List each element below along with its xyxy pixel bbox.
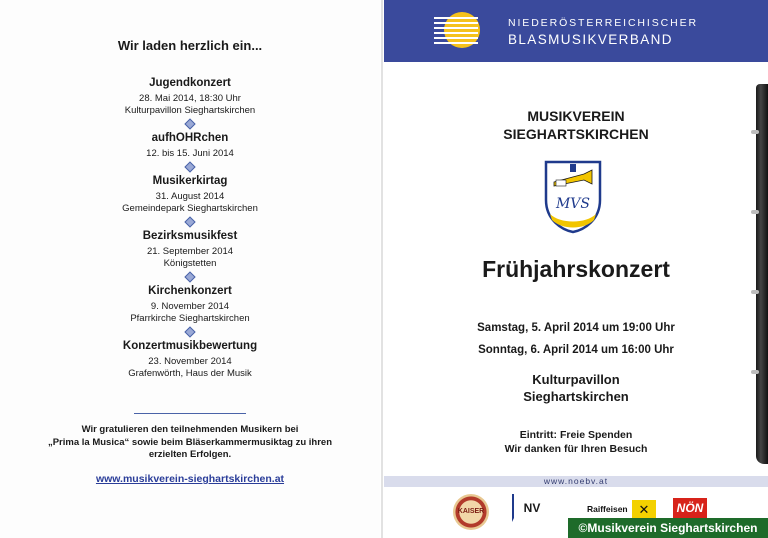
raiffeisen-logo: Raiffeisen [587,504,628,514]
clarinet-image [756,84,768,464]
club-name [384,107,768,143]
page-fold [381,0,383,538]
noebv-url[interactable]: www.noebv.at [543,476,609,486]
event-location: Grafenwörth, Haus der Musik [128,368,252,379]
event-date: 28. Mai 2014, 18:30 Uhr [139,93,241,104]
clarinet-key [751,290,759,294]
admission-text: Eintritt: Freie Spenden [519,429,633,441]
diamond-separator-icon [184,161,195,172]
congratulations-text [0,424,380,462]
header-line1: NIEDERÖSTERREICHISCHER [508,17,698,29]
club-crest-icon [544,160,602,234]
event-title: Jugendkonzert [149,77,231,89]
event-title: Konzertmusikbewertung [122,340,258,352]
event-date: 21. September 2014 [146,246,234,257]
event-item [0,131,380,171]
right-page [384,0,768,538]
event-location: Gemeindepark Sieghartskirchen [122,203,258,214]
club-name-line2: SIEGHARTSKIRCHEN [503,126,649,142]
congrats-line: Wir gratulieren den teilnehmenden Musikern bei [81,424,299,435]
blasmusikverband-header [384,0,768,62]
event-title: aufhOHRchen [151,132,229,144]
venue-line1: Kulturpavillon [532,372,620,387]
event-item [0,76,380,128]
invite-heading: Wir laden herzlich ein... [117,38,263,53]
kaiser-logo: KAISER [453,494,489,530]
clarinet-key [751,130,759,134]
concert-title: Frühjahrskonzert [482,256,670,282]
venue-line2: Sieghartskirchen [523,389,629,404]
event-date: 9. November 2014 [150,301,230,312]
event-title: Musikerkirtag [152,175,228,187]
event-item [0,284,380,336]
clarinet-key [751,370,759,374]
divider-line [134,413,246,414]
concert-dates [384,317,768,361]
event-date: 12. bis 15. Juni 2014 [146,148,234,159]
date-saturday: Samstag, 5. April 2014 um 19:00 Uhr [477,322,675,334]
event-item [0,174,380,226]
nv-logo: NV [514,494,550,522]
left-page [0,0,380,538]
event-item [0,229,380,281]
venue [384,371,768,405]
stripes-logo-icon [434,17,478,47]
event-title: Kirchenkonzert [148,285,232,297]
url-bar [384,476,768,487]
diamond-separator-icon [184,118,195,129]
diamond-separator-icon [184,216,195,227]
congrats-line: „Prima la Musica“ sowie beim Bläserkammermusiktag zu ihren [47,436,333,448]
event-location: Königstetten [163,258,217,269]
event-location: Kulturpavillon Sieghartskirchen [124,105,256,116]
crest-monogram: MVS [555,196,591,212]
website-link[interactable]: www.musikverein-sieghartskirchen.at [95,473,285,485]
diamond-separator-icon [184,271,195,282]
event-location: Pfarrkirche Sieghartskirchen [130,313,250,324]
club-name-line1: MUSIKVEREIN [527,108,625,124]
diamond-separator-icon [184,326,195,337]
event-list [0,76,380,380]
event-item [0,339,380,380]
admission-info [384,428,768,456]
header-line2: BLASMUSIKVERBAND [508,32,673,47]
clarinet-key [751,210,759,214]
noen-logo: NÖN [673,498,707,518]
event-title: Bezirksmusikfest [142,230,238,242]
congrats-line: erzielten Erfolgen. [148,449,232,460]
copyright-watermark: ©Musikverein Sieghartskirchen [568,518,768,538]
event-date: 31. August 2014 [155,191,225,202]
date-sunday: Sonntag, 6. April 2014 um 16:00 Uhr [478,344,674,356]
raiffeisen-gable-icon: ✕ [632,500,656,520]
thanks-text: Wir danken für Ihren Besuch [504,443,648,455]
event-date: 23. November 2014 [148,356,232,367]
